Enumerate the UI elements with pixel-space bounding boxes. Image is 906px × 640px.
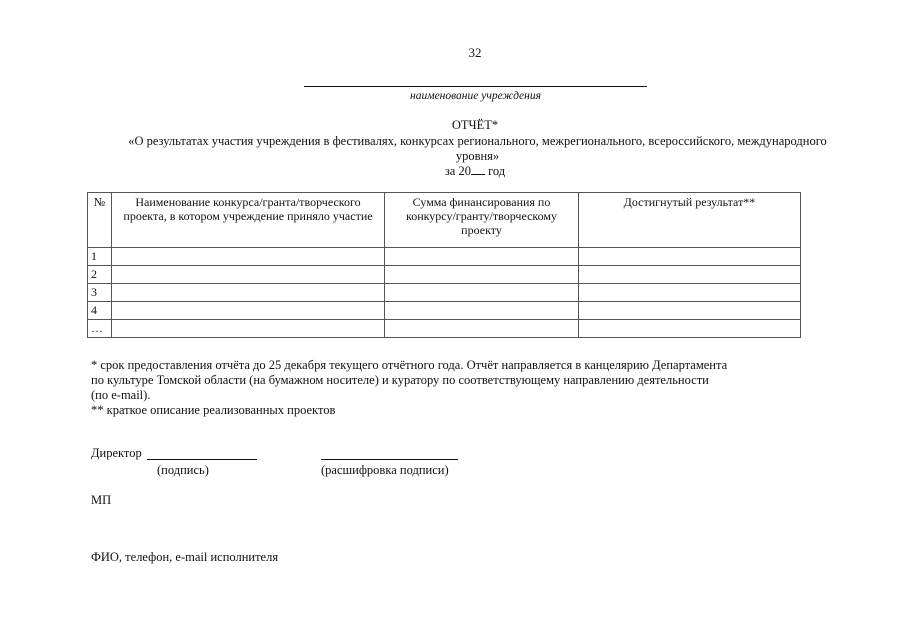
contest-name-cell[interactable] bbox=[112, 302, 385, 320]
header-contest-name: Наименование конкурса/гранта/творческого проекта, в котором учреждение приняло участие bbox=[112, 193, 385, 248]
footnotes bbox=[91, 358, 727, 418]
header-result: Достигнутый результат** bbox=[579, 193, 801, 248]
funding-sum-cell[interactable] bbox=[385, 302, 579, 320]
row-number: 4 bbox=[88, 302, 112, 320]
contest-name-cell[interactable] bbox=[112, 284, 385, 302]
funding-sum-cell[interactable] bbox=[385, 248, 579, 266]
funding-sum-cell[interactable] bbox=[385, 284, 579, 302]
footnote-line: (по e-mail). bbox=[91, 388, 151, 402]
result-cell[interactable] bbox=[579, 320, 801, 338]
row-number: … bbox=[88, 320, 112, 338]
header-number: № bbox=[88, 193, 112, 248]
year-suffix: год bbox=[484, 164, 506, 178]
institution-caption: наименование учреждения bbox=[410, 90, 541, 102]
executor-label: ФИО, телефон, e-mail исполнителя bbox=[91, 550, 279, 564]
year-blank bbox=[471, 164, 485, 175]
table-row bbox=[88, 302, 801, 320]
footnote-line: * срок предоставления отчёта до 25 декабря текущего отчётного года. Отчёт направляется в канцелярию Департамента bbox=[91, 358, 728, 372]
director-label: Директор bbox=[91, 446, 142, 460]
signature-decoding-line[interactable] bbox=[321, 459, 458, 460]
results-table bbox=[87, 192, 801, 338]
funding-sum-cell[interactable] bbox=[385, 320, 579, 338]
funding-sum-cell[interactable] bbox=[385, 266, 579, 284]
table-row bbox=[88, 248, 801, 266]
table-row bbox=[88, 320, 801, 338]
table-header-row bbox=[88, 193, 801, 248]
contest-name-cell[interactable] bbox=[112, 248, 385, 266]
footnote-line: по культуре Томской области (на бумажном носителе) и куратору по соответствующему направлению деятельности bbox=[91, 373, 709, 387]
signature-line[interactable] bbox=[147, 459, 257, 460]
table-row bbox=[88, 266, 801, 284]
result-cell[interactable] bbox=[579, 284, 801, 302]
institution-name-line bbox=[304, 86, 647, 87]
header-funding-sum: Сумма финансирования по конкурсу/гранту/творческому проекту bbox=[385, 193, 579, 248]
contest-name-cell[interactable] bbox=[112, 266, 385, 284]
row-number: 3 bbox=[88, 284, 112, 302]
report-title: ОТЧЁТ* bbox=[451, 118, 499, 132]
report-year bbox=[0, 164, 906, 179]
signature-caption: (подпись) bbox=[157, 463, 209, 477]
decoding-caption: (расшифровка подписи) bbox=[321, 463, 449, 477]
row-number: 2 bbox=[88, 266, 112, 284]
stamp-label: МП bbox=[91, 493, 112, 507]
table-row bbox=[88, 284, 801, 302]
row-number: 1 bbox=[88, 248, 112, 266]
report-subtitle: «О результатах участия учреждения в фестивалях, конкурсах регионального, межрегионального, всероссийского, международного уровня» bbox=[128, 134, 827, 163]
page-number: 32 bbox=[468, 45, 482, 60]
result-cell[interactable] bbox=[579, 248, 801, 266]
result-cell[interactable] bbox=[579, 266, 801, 284]
contest-name-cell[interactable] bbox=[112, 320, 385, 338]
footnote-line: ** краткое описание реализованных проектов bbox=[91, 403, 336, 417]
year-prefix: за 20 bbox=[444, 164, 471, 178]
result-cell[interactable] bbox=[579, 302, 801, 320]
